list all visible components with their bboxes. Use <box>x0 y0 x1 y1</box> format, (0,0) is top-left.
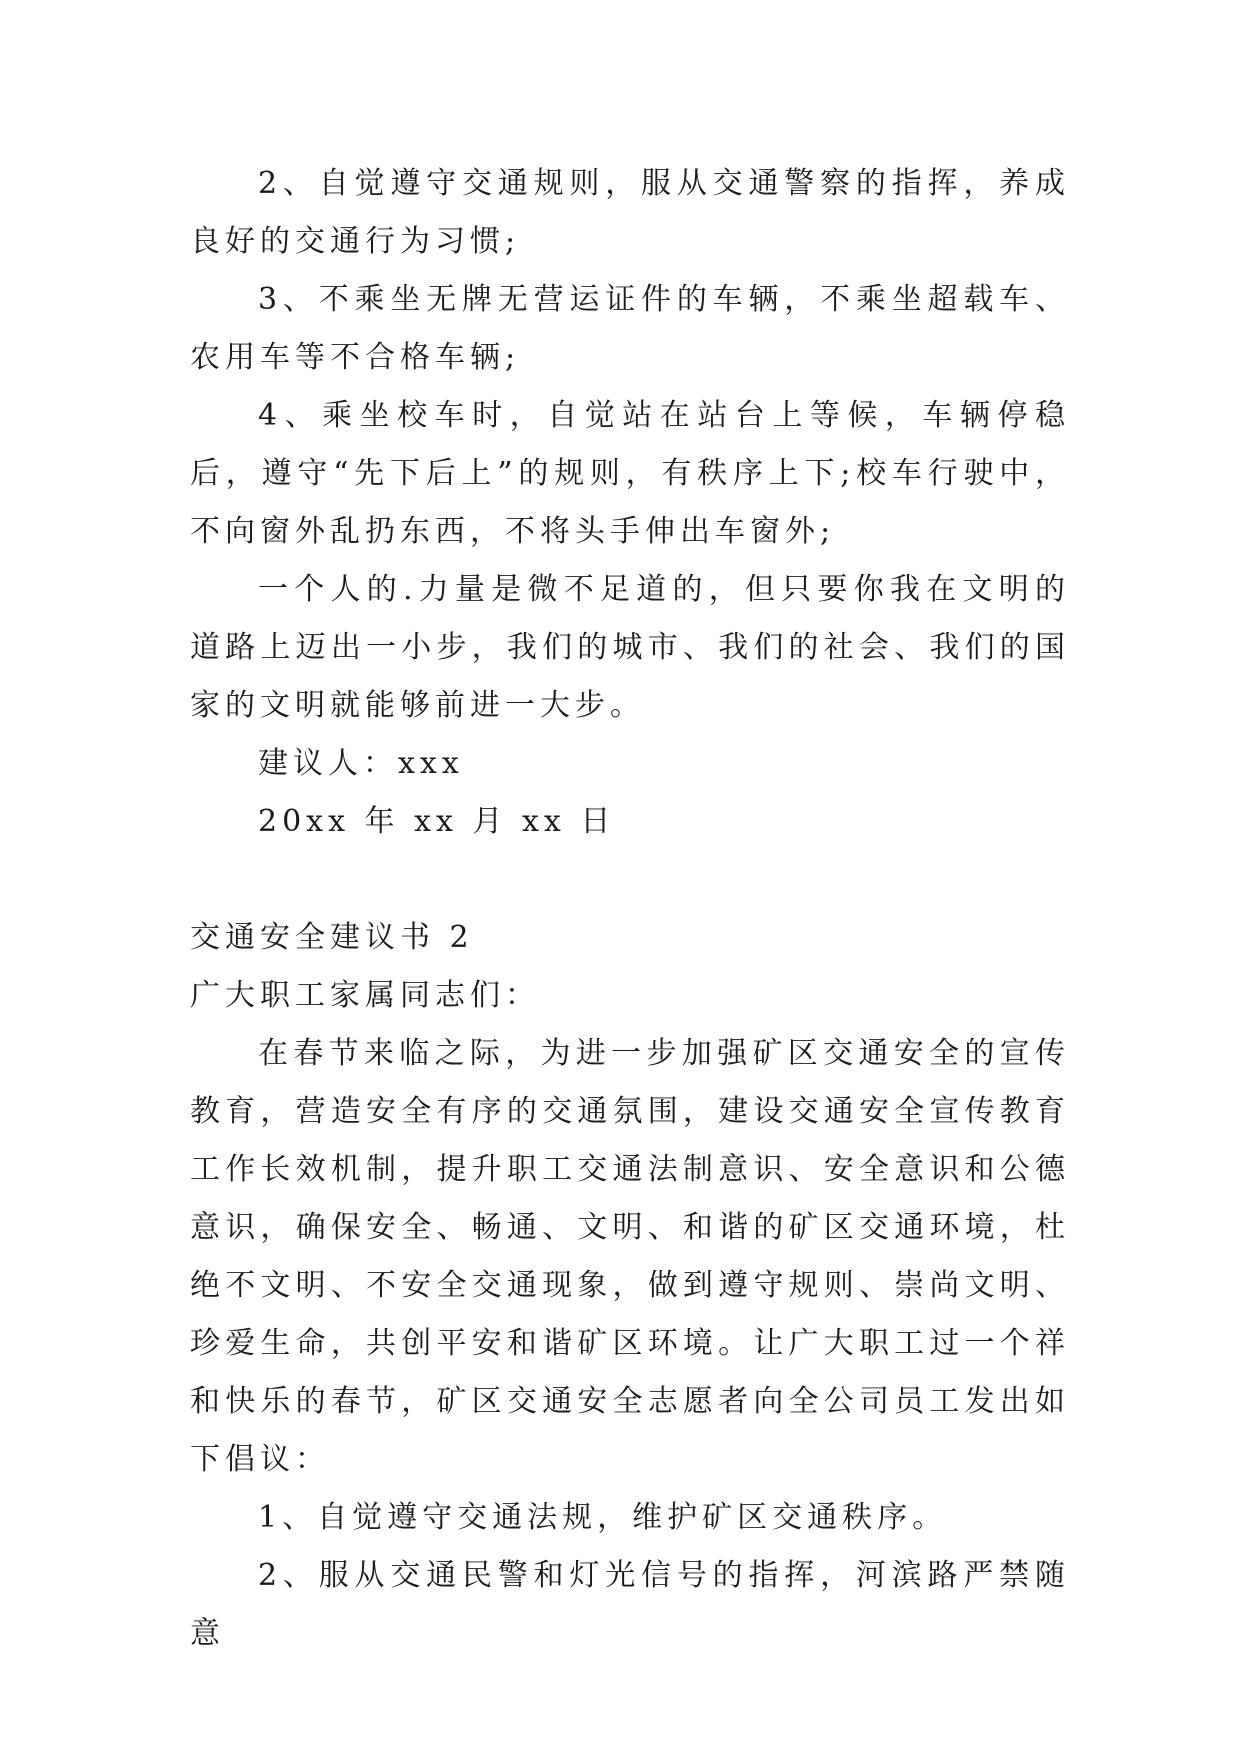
paragraph-closing: 一个人的.力量是微不足道的，但只要你我在文明的道路上迈出一小步，我们的城市、我们的社会、我们的国家的文明就能够前进一大步。 <box>190 572 1070 723</box>
paragraph-item-2-continued: 2、服从交通民警和灯光信号的指挥，河滨路严禁随意 <box>190 1558 1070 1651</box>
paragraph-item-3: 3、不乘坐无牌无营运证件的车辆，不乘坐超载车、农用车等不合格车辆; <box>190 282 1070 375</box>
section-spacer <box>190 851 1070 909</box>
date-line: 20xx 年 xx 月 xx 日 <box>258 804 616 839</box>
salutation: 广大职工家属同志们： <box>190 978 540 1013</box>
document-page <box>190 155 1070 1663</box>
section-title: 交通安全建议书 2 <box>190 920 474 955</box>
paragraph-item-4: 4、乘坐校车时，自觉站在站台上等候，车辆停稳后，遵守“先下后上”的规则，有秩序上下;校车行驶中，不向窗外乱扔东西，不将头手伸出车窗外; <box>190 398 1070 549</box>
paragraph-item-2: 2、自觉遵守交通规则，服从交通警察的指挥，养成良好的交通行为习惯; <box>190 166 1070 259</box>
paragraph-intro: 在春节来临之际，为进一步加强矿区交通安全的宣传教育，营造安全有序的交通氛围，建设交通安全宣传教育工作长效机制，提升职工交通法制意识、安全意识和公德意识，确保安全、畅通、文明、和谐的矿区交通环境，杜绝不文明、不安全交通现象，做到遵守规则、崇尚文明、珍爱生命，共创平安和谐矿区环境。让广大职工过一个祥和快乐的春节，矿区交通安全志愿者向全公司员工发出如下倡议： <box>190 1036 1070 1477</box>
signer-line: 建议人：xxx <box>258 746 464 781</box>
paragraph-item-1: 1、自觉遵守交通法规，维护矿区交通秩序。 <box>258 1500 948 1535</box>
